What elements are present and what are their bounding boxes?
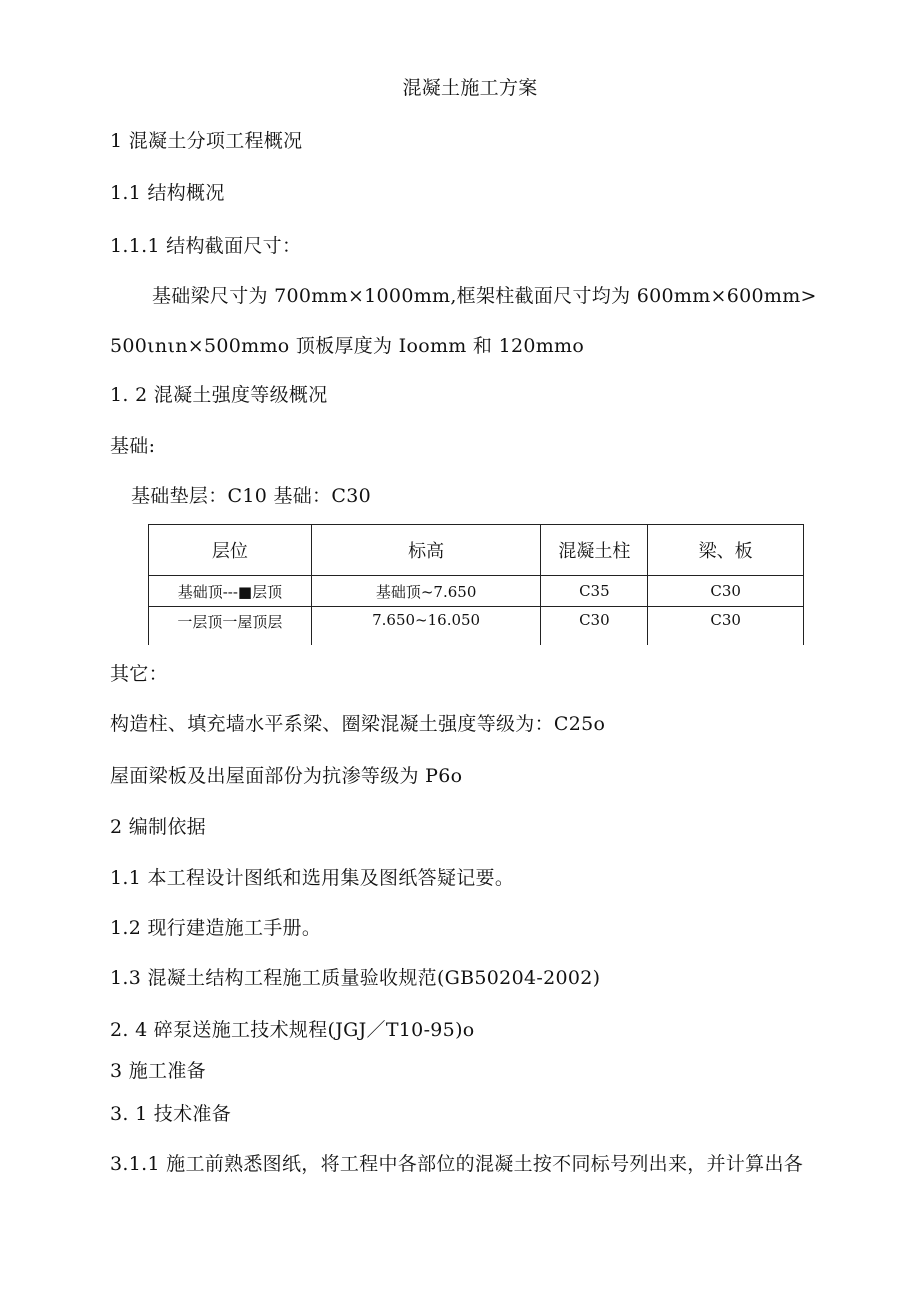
dimensions-line-2: 500ιnιn×500mmo 顶板厚度为 Ioomm 和 120mmo [110, 335, 585, 357]
section-3-heading: 3 施工准备 [110, 1060, 206, 1082]
table-header-cell: 层位 [149, 525, 312, 576]
section-1-1-1-heading: 1.1.1 结构截面尺寸： [110, 235, 302, 257]
table-cell: C30 [541, 607, 648, 646]
section-2-heading: 2 编制依据 [110, 816, 206, 838]
table-cell: 基础顶---■层顶 [149, 576, 312, 607]
section-1-1-heading: 1.1 结构概况 [110, 182, 225, 204]
other-line-2: 屋面梁板及出屋面部份为抗渗等级为 P6o [110, 765, 463, 787]
table-cell: 基础顶~7.650 [311, 576, 541, 607]
dimensions-line-1: 基础梁尺寸为 700mm×1000mm,框架柱截面尺寸均为 600mm×600mm> [152, 285, 817, 307]
section-2-item-4: 2. 4 碎泵送施工技术规程(JGJ／T10-95)o [110, 1019, 475, 1041]
section-1-2-heading: 1. 2 混凝土强度等级概况 [110, 384, 328, 406]
table-cell: C30 [648, 607, 804, 646]
section-1-heading: 1 混凝土分项工程概况 [110, 130, 303, 152]
section-2-item-1: 1.1 本工程设计图纸和选用集及图纸答疑记要。 [110, 867, 515, 889]
table-header-cell: 混凝土柱 [541, 525, 648, 576]
table-cell: 7.650~16.050 [311, 607, 541, 646]
table-header-cell: 标高 [311, 525, 541, 576]
document-title: 混凝土施工方案 [402, 77, 538, 99]
table-header-row [149, 525, 804, 576]
foundation-label: 基础: [110, 435, 156, 457]
foundation-detail: 基础垫层：C10 基础：C30 [131, 485, 371, 507]
section-2-item-2: 1.2 现行建造施工手册。 [110, 917, 322, 939]
table-cell: C35 [541, 576, 648, 607]
table-header-cell: 梁、板 [648, 525, 804, 576]
table-cell: 一层顶一屋顶层 [149, 607, 312, 646]
strength-grade-table [148, 524, 804, 645]
section-2-item-3: 1.3 混凝土结构工程施工质量验收规范(GB50204-2002) [110, 967, 601, 989]
section-3-1-heading: 3. 1 技术准备 [110, 1103, 231, 1125]
table-cell: C30 [648, 576, 804, 607]
table-row [149, 607, 804, 646]
section-3-1-1-text: 3.1.1 施工前熟悉图纸，将工程中各部位的混凝土按不同标号列出来，并计算出各 [110, 1153, 804, 1175]
other-line-1: 构造柱、填充墙水平系梁、圈梁混凝土强度等级为：C25o [110, 713, 606, 735]
other-label: 其它： [110, 663, 168, 685]
table-row [149, 576, 804, 607]
